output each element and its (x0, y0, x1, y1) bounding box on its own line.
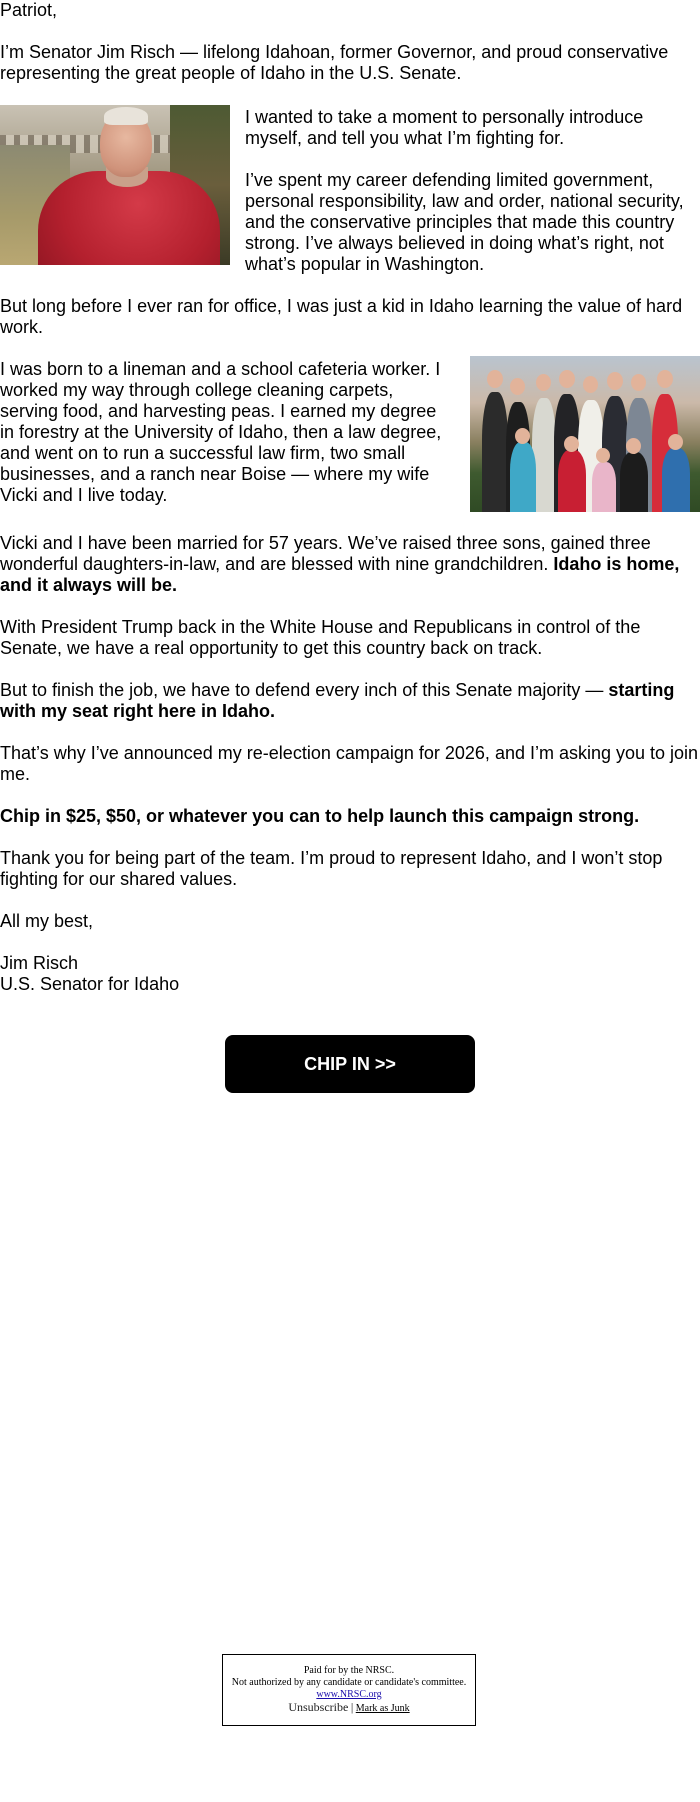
vicki-bold: Idaho is home, and it always will be. (0, 554, 680, 595)
finish-text: But to finish the job, we have to defend every inch of this Senate majority — (0, 680, 609, 700)
chip-in-button[interactable]: CHIP IN >> (225, 1035, 475, 1093)
footer-disclaimer (222, 1654, 476, 1726)
chip-in-paragraph: Chip in $25, $50, or whatever you can to help launch this campaign strong. (0, 806, 640, 826)
trump-paragraph: With President Trump back in the White House and Republicans in control of the Senate, we have a real opportunity to get this country back on track. (0, 617, 641, 658)
signature-title: U.S. Senator for Idaho (0, 974, 180, 994)
born-paragraph: I was born to a lineman and a school cafeteria worker. I worked my way through college cleaning carpets, serving food, and harvesting peas. I earned my degree in forestry at the University of Idaho, then a law degree, and went on to run a successful law firm, two small businesses, and a ranch near Boise — where my wife Vicki and I live today. (0, 359, 442, 505)
signoff: All my best, (0, 911, 94, 931)
vicki-paragraph (0, 533, 700, 596)
family-photo (470, 356, 700, 512)
vicki-text: Vicki and I have been married for 57 years. We’ve raised three sons, gained three wonderful daughters-in-law, and are blessed with nine grandchildren. (0, 533, 651, 574)
intro-paragraph: I’m Senator Jim Risch — lifelong Idahoan, former Governor, and proud conservative representing the great people of Idaho in the U.S. Senate. (0, 42, 669, 83)
finish-bold: starting with my seat right here in Idaho. (0, 680, 675, 721)
finish-paragraph (0, 680, 700, 722)
mark-as-junk-link[interactable]: Mark as Junk (355, 1703, 410, 1714)
footer-separator: | (350, 1700, 354, 1714)
kid-paragraph: But long before I ever ran for office, I was just a kid in Idaho learning the value of hard work. (0, 296, 683, 337)
reelection-paragraph: That’s why I’ve announced my re-election campaign for 2026, and I’m asking you to join me. (0, 743, 699, 784)
family-section (0, 359, 700, 512)
footer-not-authorized: Not authorized by any candidate or candidate's committee. (231, 1677, 467, 1688)
introduce-paragraph: I wanted to take a moment to personally introduce myself, and tell you what I’m fighting for. (245, 107, 644, 148)
thanks-paragraph: Thank you for being part of the team. I’m proud to represent Idaho, and I won’t stop fighting for our shared values. (0, 848, 663, 889)
senator-section (0, 105, 700, 275)
signature-name: Jim Risch (0, 953, 79, 973)
footer-website-link[interactable]: www.NRSC.org (316, 1689, 382, 1700)
greeting: Patriot, (0, 0, 58, 20)
cta-container (0, 1035, 700, 1093)
senator-photo (0, 105, 230, 265)
footer-paid-for: Paid for by the NRSC. (303, 1665, 395, 1676)
career-paragraph: I’ve spent my career defending limited government, personal responsibility, law and order, national security, and the conservative principles that made this country strong. I’ve always believed in doing what’s right, not what’s popular in Washington. (245, 170, 684, 274)
unsubscribe-link[interactable]: Unsubscribe (288, 1700, 349, 1714)
